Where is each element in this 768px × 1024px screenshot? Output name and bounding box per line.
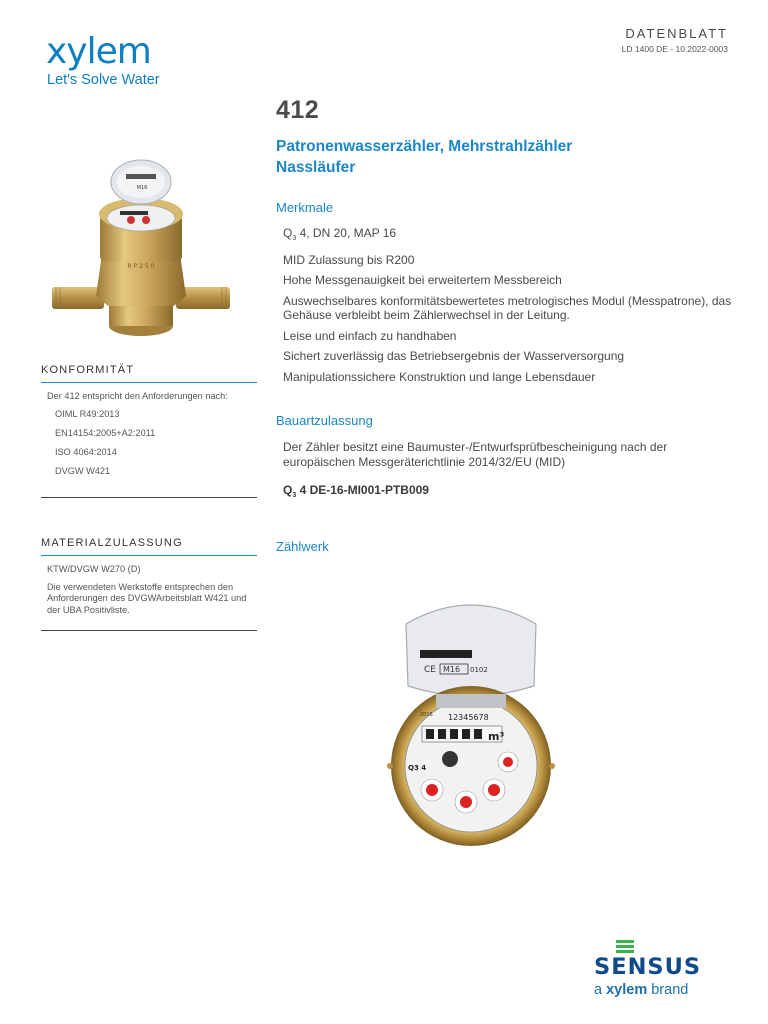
features-heading: Merkmale — [276, 200, 334, 215]
conformity-panel — [41, 364, 257, 498]
product-name-line1: Patronenwasserzähler, Mehrstrahlzähler — [276, 138, 573, 155]
feature-item: $Q_3$ 4, DN 20, MAP 16 — [283, 226, 397, 242]
conformity-item: DVGW W421 — [55, 465, 111, 476]
features-list — [276, 226, 736, 384]
counter-photo — [386, 594, 556, 850]
document-id: LD 1400 DE - 10.2022-0003 — [621, 44, 728, 54]
feature-item: Manipulationssichere Konstruktion und lange Lebensdauer — [283, 369, 596, 384]
product-number: 412 — [276, 96, 320, 124]
lid-marking: M16 — [136, 185, 148, 191]
approval-heading: Bauartzulassung — [276, 413, 373, 428]
dial-serial: 12345678 — [448, 713, 489, 722]
document-type: DATENBLATT — [625, 26, 728, 41]
product-name — [276, 136, 736, 178]
material-text: Die verwendeten Werkstoffe entsprechen den Anforderungen des DVGWArbeitsblatt W421 und der UBA Positivliste. — [47, 581, 247, 615]
feature-item: Sichert zuverlässig das Betriebsergebnis der Wasserversorgung — [283, 349, 625, 363]
conformity-item: OIML R49:2013 — [55, 408, 120, 419]
approval-code-text: 4 DE-16-MI001-PTB009 — [296, 483, 429, 497]
product-photo — [46, 156, 236, 348]
lid-ce-mark: CE — [424, 665, 436, 675]
body-cast-text: R P 2 5 0 — [127, 263, 155, 270]
sensus-mark-icon — [616, 940, 634, 954]
approval-text: Der Zähler besitzt eine Baumuster-/Entwurfsprüfbescheinigung nach der europäischen Messgeräterichtlinie 2014/32/EU (MID) — [283, 440, 668, 469]
feature-item: Leise und einfach zu handhaben — [283, 328, 457, 343]
lid-approval-mark: M16 — [443, 665, 461, 674]
counter-heading: Zählwerk — [276, 539, 329, 554]
conformity-list — [47, 409, 257, 478]
dial-q3: Q3 4 — [408, 764, 427, 772]
approval-code-q: Q — [283, 483, 293, 497]
conformity-title: KONFORMITÄT — [41, 364, 257, 383]
approval-code-sub: 3 — [292, 492, 297, 499]
xylem-logo — [46, 31, 226, 90]
lid-notified-body: 0102 — [470, 666, 488, 674]
conformity-item: EN14154:2005+A2:2011 — [55, 427, 156, 438]
logo-word: xylem — [46, 31, 151, 72]
sensus-subline — [594, 982, 688, 998]
sensus-word: SENSUS — [594, 954, 702, 980]
brand-pre: a — [594, 982, 607, 998]
feature-item: Auswechselbares konformitätsbewertetes metrologisches Modul (Messpatrone), das Gehäuse verbleibt beim Zählerwechsel in der Leitung. — [283, 293, 732, 322]
material-panel — [41, 537, 257, 631]
material-approval-line: KTW/DVGW W270 (D) — [47, 564, 141, 574]
conformity-intro: Der 412 entspricht den Anforderungen nach: — [47, 391, 228, 401]
logo-tagline: Let's Solve Water — [47, 72, 160, 88]
brand-post: brand — [647, 982, 689, 998]
conformity-item: ISO 4064:2014 — [55, 446, 117, 457]
material-title: MATERIALZULASSUNG — [41, 537, 257, 556]
main-content — [276, 96, 736, 554]
sensus-brand — [594, 940, 726, 1004]
brand-xylem: xylem — [606, 982, 648, 998]
feature-item: Hohe Messgenauigkeit bei erweitertem Messbereich — [283, 273, 562, 287]
dial-unit: m³ — [488, 730, 505, 743]
product-name-line2: Nassläufer — [276, 159, 356, 176]
approval-code — [276, 483, 736, 499]
dial-year: 2016 — [420, 712, 433, 718]
feature-item: MID Zulassung bis R200 — [283, 252, 415, 267]
